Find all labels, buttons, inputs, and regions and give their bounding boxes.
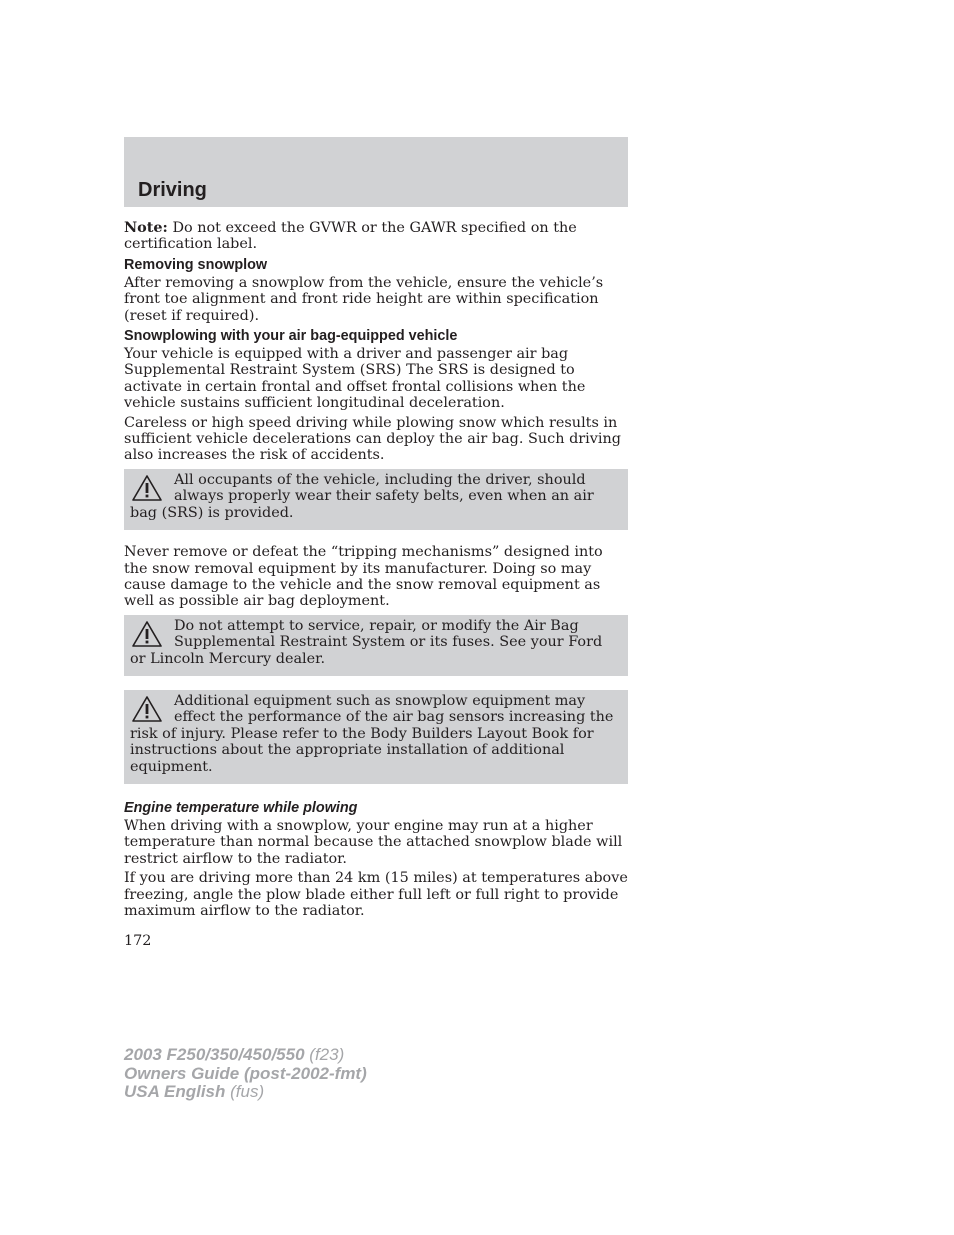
note-label: Note: <box>124 219 168 236</box>
warning-box-safety-belts <box>124 469 628 530</box>
note-paragraph <box>124 220 628 253</box>
heading-snowplowing-airbag: Snowplowing with your air bag-equipped vehicle <box>124 328 458 345</box>
warning-triangle-icon <box>131 620 163 648</box>
engine-paragraph-2: If you are driving more than 24 km (15 miles) at temperatures above freezing, angle the plow blade either full left or full right to provide maximum airflow to the radiator. <box>124 870 628 919</box>
removing-paragraph: After removing a snowplow from the vehicle, ensure the vehicle’s front toe alignment and front ride height are within specification (reset if required). <box>124 274 604 324</box>
airbag-paragraph-2: Careless or high speed driving while plowing snow which results in sufficient vehicle decelerations can deploy the air bag. Such driving also increases the risk of accidents. <box>124 414 621 464</box>
heading-engine-temperature: Engine temperature while plowing <box>124 799 358 816</box>
warning-text-safety-belts: All occupants of the vehicle, including the driver, should always properly wear their safety belts, even when an air bag (SRS) is provided. <box>130 471 594 521</box>
page-content <box>124 220 628 953</box>
airbag-paragraph-1: Your vehicle is equipped with a driver and passenger air bag Supplemental Restraint System (SRS) The SRS is designed to activate in certain frontal and offset frontal collisions when the vehicle sustains sufficient longitudinal deceleration. <box>124 346 586 412</box>
section-header-band <box>124 137 628 207</box>
footer-line-model: 2003 F250/350/450/550 (f23) <box>124 1045 345 1064</box>
warning-box-service-airbag <box>124 615 628 676</box>
warning-box-additional-equipment <box>124 690 628 784</box>
document-footer <box>124 1046 367 1102</box>
footer-line-guide: Owners Guide (post-2002-fmt) <box>124 1063 367 1083</box>
section-title: Driving <box>138 179 207 201</box>
warning-triangle-icon <box>131 695 163 723</box>
heading-removing-snowplow: Removing snowplow <box>124 256 268 273</box>
warning-triangle-icon <box>131 474 163 502</box>
note-text: Do not exceed the GVWR or the GAWR specified on the certification label. <box>124 220 577 253</box>
footer-line-language: USA English (fus) <box>124 1082 265 1101</box>
engine-paragraph-1: When driving with a snowplow, your engine may run at a higher temperature than normal because the attached snowplow blade will restrict airflow to the radiator. <box>124 817 623 867</box>
warning-text-additional-equipment: Additional equipment such as snowplow equipment may effect the performance of the air bag sensors increasing the risk of injury. Please refer to the Body Builders Layout Book for instructions about the appropriate installation of additional equipment. <box>130 692 614 775</box>
airbag-paragraph-3: Never remove or defeat the “tripping mechanisms” designed into the snow removal equipment by its manufacturer. Doing so may cause damage to the vehicle and the snow removal equipment as well as possible air bag deployment. <box>124 544 603 610</box>
page-number: 172 <box>124 933 152 950</box>
warning-text-service-airbag: Do not attempt to service, repair, or modify the Air Bag Supplemental Restraint System or its fuses. See your Ford or Lincoln Mercury dealer. <box>130 617 603 667</box>
